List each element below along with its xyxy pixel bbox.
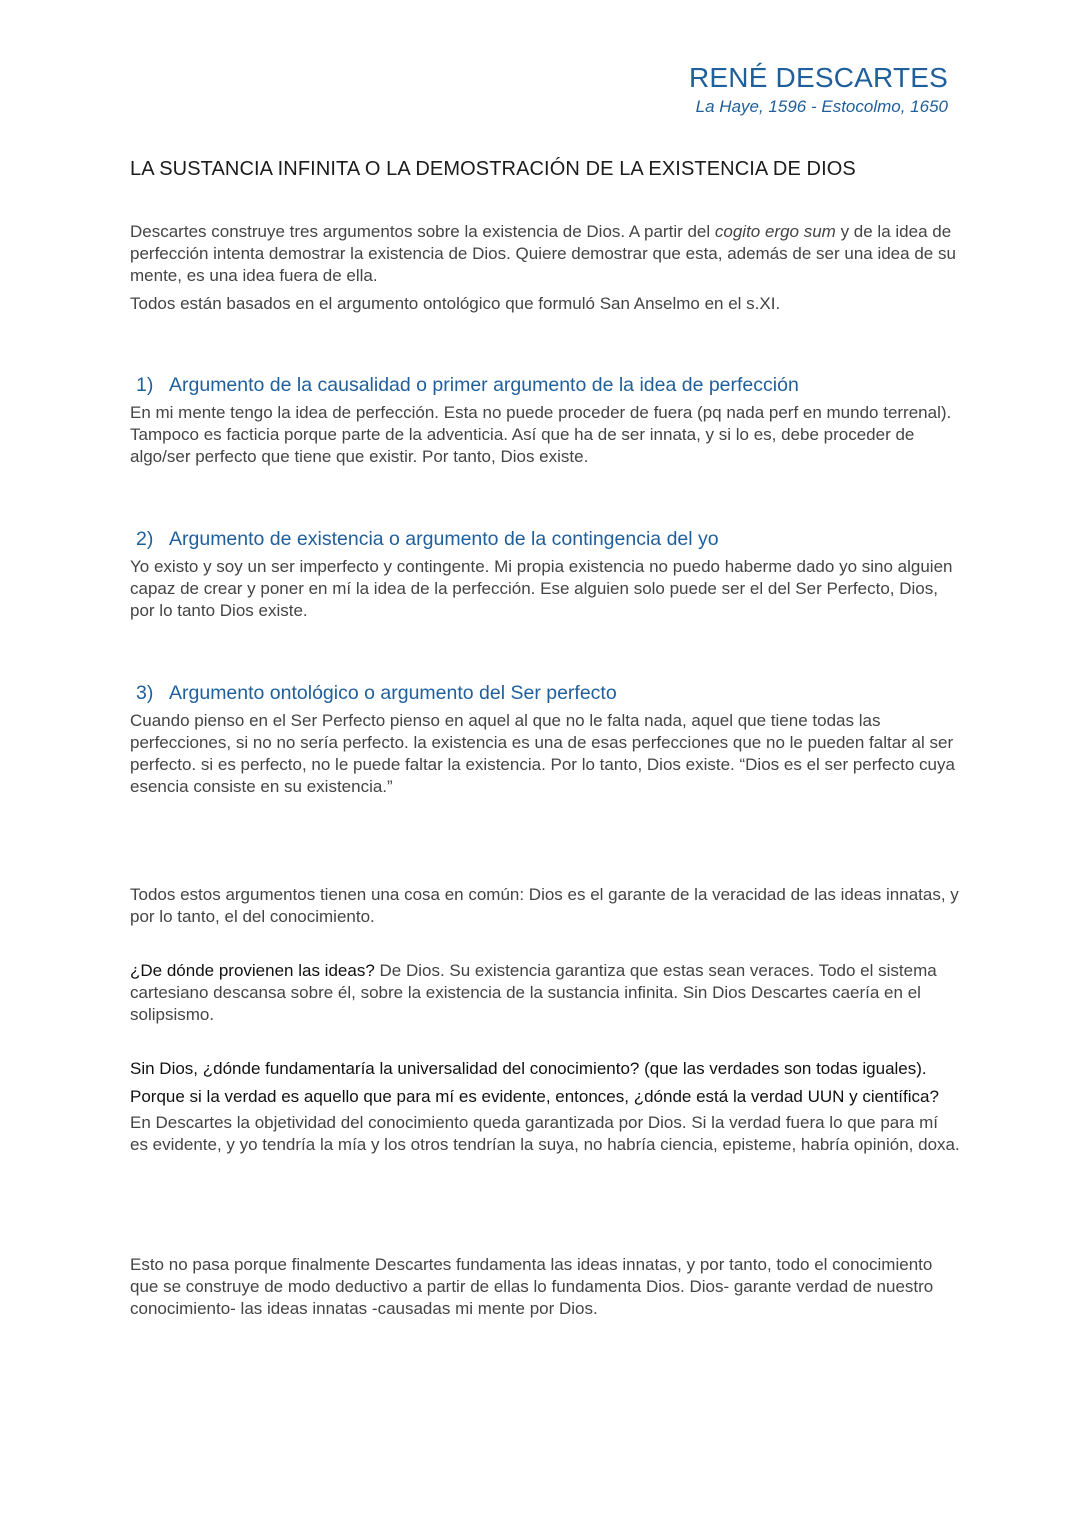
origin-question: ¿De dónde provienen las ideas? xyxy=(130,961,375,980)
intro-section xyxy=(130,221,960,315)
argument-3-number: 3) xyxy=(136,682,154,704)
author-dates: La Haye, 1596 - Estocolmo, 1650 xyxy=(695,97,948,116)
document-header xyxy=(689,62,948,118)
universality-question-1: Sin Dios, ¿dónde fundamentaría la universalidad del conocimiento? (que las verdades son todas iguales). xyxy=(130,1059,927,1078)
universality-answer: En Descartes la objetividad del conocimiento queda garantizada por Dios. Si la verdad fuera lo que para mí es evidente, y yo tendría la mía y los otros tendrían la suya, no habría ciencia, episteme, habría opinión, doxa. xyxy=(130,1113,960,1154)
argument-1-number: 1) xyxy=(136,374,154,396)
author-name: RENÉ DESCARTES xyxy=(688,62,948,93)
argument-1-heading xyxy=(136,373,799,397)
origin-paragraph xyxy=(130,960,960,1026)
argument-1-title: Argumento de la causalidad o primer argumento de la idea de perfección xyxy=(169,374,799,396)
intro-text-before: Descartes construye tres argumentos sobre la existencia de Dios. A partir del xyxy=(130,222,715,241)
origin-text xyxy=(130,960,960,1026)
common-ground-paragraph: Todos estos argumentos tienen una cosa en común: Dios es el garante de la veracidad de las ideas innatas, y por lo tanto, el del conocimiento. xyxy=(130,885,959,926)
argument-3-title: Argumento ontológico o argumento del Ser perfecto xyxy=(169,682,617,704)
argument-3-heading xyxy=(136,681,617,705)
argument-3-text: Cuando pienso en el Ser Perfecto pienso en aquel al que no le falta nada, aquel que tiene todas las perfecciones, si no no sería perfecto. la existencia es una de esas perfecciones que no le pueden faltar al ser perfecto. si es perfecto, no le puede faltar la existencia. Por lo tanto, Dios existe. “Dios es el ser perfecto cuya esencia consiste en su existencia.” xyxy=(130,711,955,796)
argument-2-number: 2) xyxy=(136,528,154,550)
intro-anselmo-paragraph: Todos están basados en el argumento ontológico que formuló San Anselmo en el s.XI. xyxy=(130,294,781,313)
universality-question-2: Porque si la verdad es aquello que para mí es evidente, entonces, ¿dónde está la verdad UUN y científica? xyxy=(130,1087,939,1106)
universality-section xyxy=(130,1058,960,1156)
origin-answer: De Dios. Su existencia garantiza que estas sean veraces. Todo el sistema cartesiano descansa sobre él, sobre la existencia de la sustancia infinita. Sin Dios Descartes caería en el solipsismo. xyxy=(130,961,937,1024)
conclusion-paragraph: Esto no pasa porque finalmente Descartes fundamenta las ideas innatas, y por tanto, todo el conocimiento que se construye de modo deductivo a partir de ellas lo fundamenta Dios. Dios- garante verdad de nuestro conocimiento- las ideas innatas -causadas mi mente por Dios. xyxy=(130,1255,934,1318)
argument-2-title: Argumento de existencia o argumento de la contingencia del yo xyxy=(169,528,719,550)
argument-2-heading xyxy=(136,527,719,551)
argument-1-text: En mi mente tengo la idea de perfección. Esta no puede proceder de fuera (pq nada perf en mundo terrenal). Tampoco es facticia porque parte de la adventicia. Así que ha de ser innata, y si lo es, debe proceder de algo/ser perfecto que tiene que existir. Por tanto, Dios existe. xyxy=(130,403,952,466)
intro-paragraph xyxy=(130,221,960,287)
intro-text-after: y de la idea de perfección intenta demostrar la existencia de Dios. Quiere demostrar que esta, además de ser una idea de su mente, es una idea fuera de ella. xyxy=(130,222,956,285)
intro-cogito: cogito ergo sum xyxy=(714,222,836,241)
argument-2-text: Yo existo y soy un ser imperfecto y contingente. Mi propia existencia no puedo haberme dado yo sino alguien capaz de crear y poner en mí la idea de la perfección. Ese alguien solo puede ser el del Ser Perfecto, Dios, por lo tanto Dios existe. xyxy=(130,557,953,620)
document-title: LA SUSTANCIA INFINITA O LA DEMOSTRACIÓN DE LA EXISTENCIA DE DIOS xyxy=(130,158,856,180)
